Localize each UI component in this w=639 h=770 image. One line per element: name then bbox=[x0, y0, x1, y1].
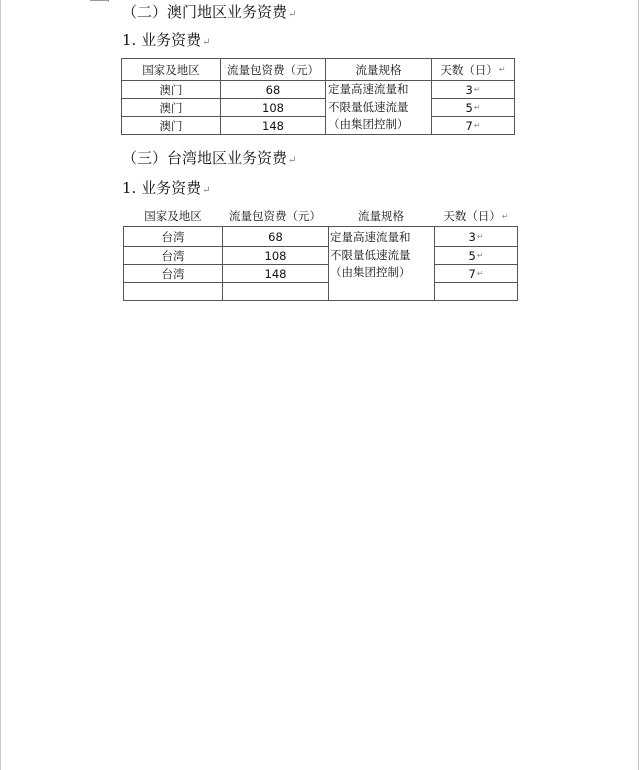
table-header-spec: 流量规格 bbox=[355, 62, 402, 77]
table-cell-price-empty bbox=[223, 283, 328, 300]
table-cell-price: 108 bbox=[262, 100, 284, 115]
table-header-region: 国家及地区 bbox=[142, 62, 200, 77]
table-header-price: 流量包资费（元） bbox=[229, 209, 321, 223]
paragraph-mark-icon: ↵ bbox=[288, 9, 297, 20]
paragraph-mark-icon: ↵ bbox=[288, 155, 297, 166]
margin-corner-mark bbox=[90, 0, 108, 1]
spec-line: 定量高速流量和 bbox=[328, 82, 409, 96]
cell-end-mark-icon: ↵ bbox=[476, 232, 484, 241]
cell-end-mark-icon: ↵ bbox=[498, 65, 506, 74]
table-cell-days: 5 ↵ bbox=[468, 248, 484, 263]
paragraph-mark-icon: ↵ bbox=[202, 37, 211, 48]
table-header-days: 天数（日） ↵ bbox=[443, 209, 509, 223]
table-cell-days: 7 ↵ bbox=[465, 118, 481, 133]
table-cell-region: 台湾 bbox=[161, 229, 185, 244]
paragraph-mark-icon: ↵ bbox=[202, 185, 211, 196]
table-cell-spec-merged bbox=[328, 229, 434, 300]
table-header-spec: 流量规格 bbox=[358, 209, 404, 223]
cell-end-mark-icon: ↵ bbox=[473, 103, 481, 112]
spec-line: 定量高速流量和 bbox=[330, 230, 411, 244]
table-cell-days: 3 ↵ bbox=[468, 229, 484, 244]
table-cell-region-empty bbox=[124, 283, 222, 300]
cell-end-mark-icon: ↵ bbox=[476, 251, 484, 260]
spec-line: 不限量低速流量 bbox=[328, 99, 409, 114]
table-cell-region: 澳门 bbox=[159, 100, 183, 115]
cell-end-mark-icon: ↵ bbox=[473, 121, 481, 130]
cell-end-mark-icon: ↵ bbox=[501, 211, 509, 221]
table-header-days: 天数（日） ↵ bbox=[440, 62, 506, 77]
cell-end-mark-icon: ↵ bbox=[473, 85, 481, 94]
table-cell-price: 148 bbox=[264, 266, 287, 281]
margin-corner-mark-vertical bbox=[108, 0, 109, 2]
table-cell-price: 68 bbox=[265, 82, 281, 97]
table-cell-price: 148 bbox=[262, 118, 284, 133]
table-header-region: 国家及地区 bbox=[144, 209, 202, 223]
table-cell-region: 台湾 bbox=[161, 248, 185, 263]
table-cell-spec-merged bbox=[326, 81, 431, 134]
table-header-price: 流量包资费（元） bbox=[227, 62, 319, 77]
subheading-taiwan: 1. 业务资费↵ bbox=[122, 179, 211, 197]
table-cell-region: 澳门 bbox=[159, 82, 183, 97]
table-cell-days: 3 ↵ bbox=[465, 82, 481, 97]
section-heading-taiwan: （三）台湾地区业务资费↵ bbox=[122, 149, 297, 167]
table-cell-days: 5 ↵ bbox=[465, 100, 481, 115]
table-cell-region: 澳门 bbox=[159, 118, 183, 133]
section-heading-macau: （二）澳门地区业务资费↵ bbox=[122, 3, 297, 21]
subheading-macau: 1. 业务资费↵ bbox=[122, 31, 211, 49]
page-border-left bbox=[0, 0, 1, 770]
table-cell-days: 7 ↵ bbox=[468, 266, 484, 281]
table-cell-price: 108 bbox=[264, 248, 287, 263]
table-cell-days-empty bbox=[435, 283, 517, 300]
cell-end-mark-icon: ↵ bbox=[476, 269, 484, 278]
spec-line: （由集团控制） bbox=[328, 117, 409, 131]
table-cell-region: 台湾 bbox=[161, 266, 185, 281]
spec-line: 不限量低速流量 bbox=[330, 247, 411, 262]
spec-line: （由集团控制） bbox=[330, 265, 411, 279]
table-cell-price: 68 bbox=[268, 229, 283, 244]
